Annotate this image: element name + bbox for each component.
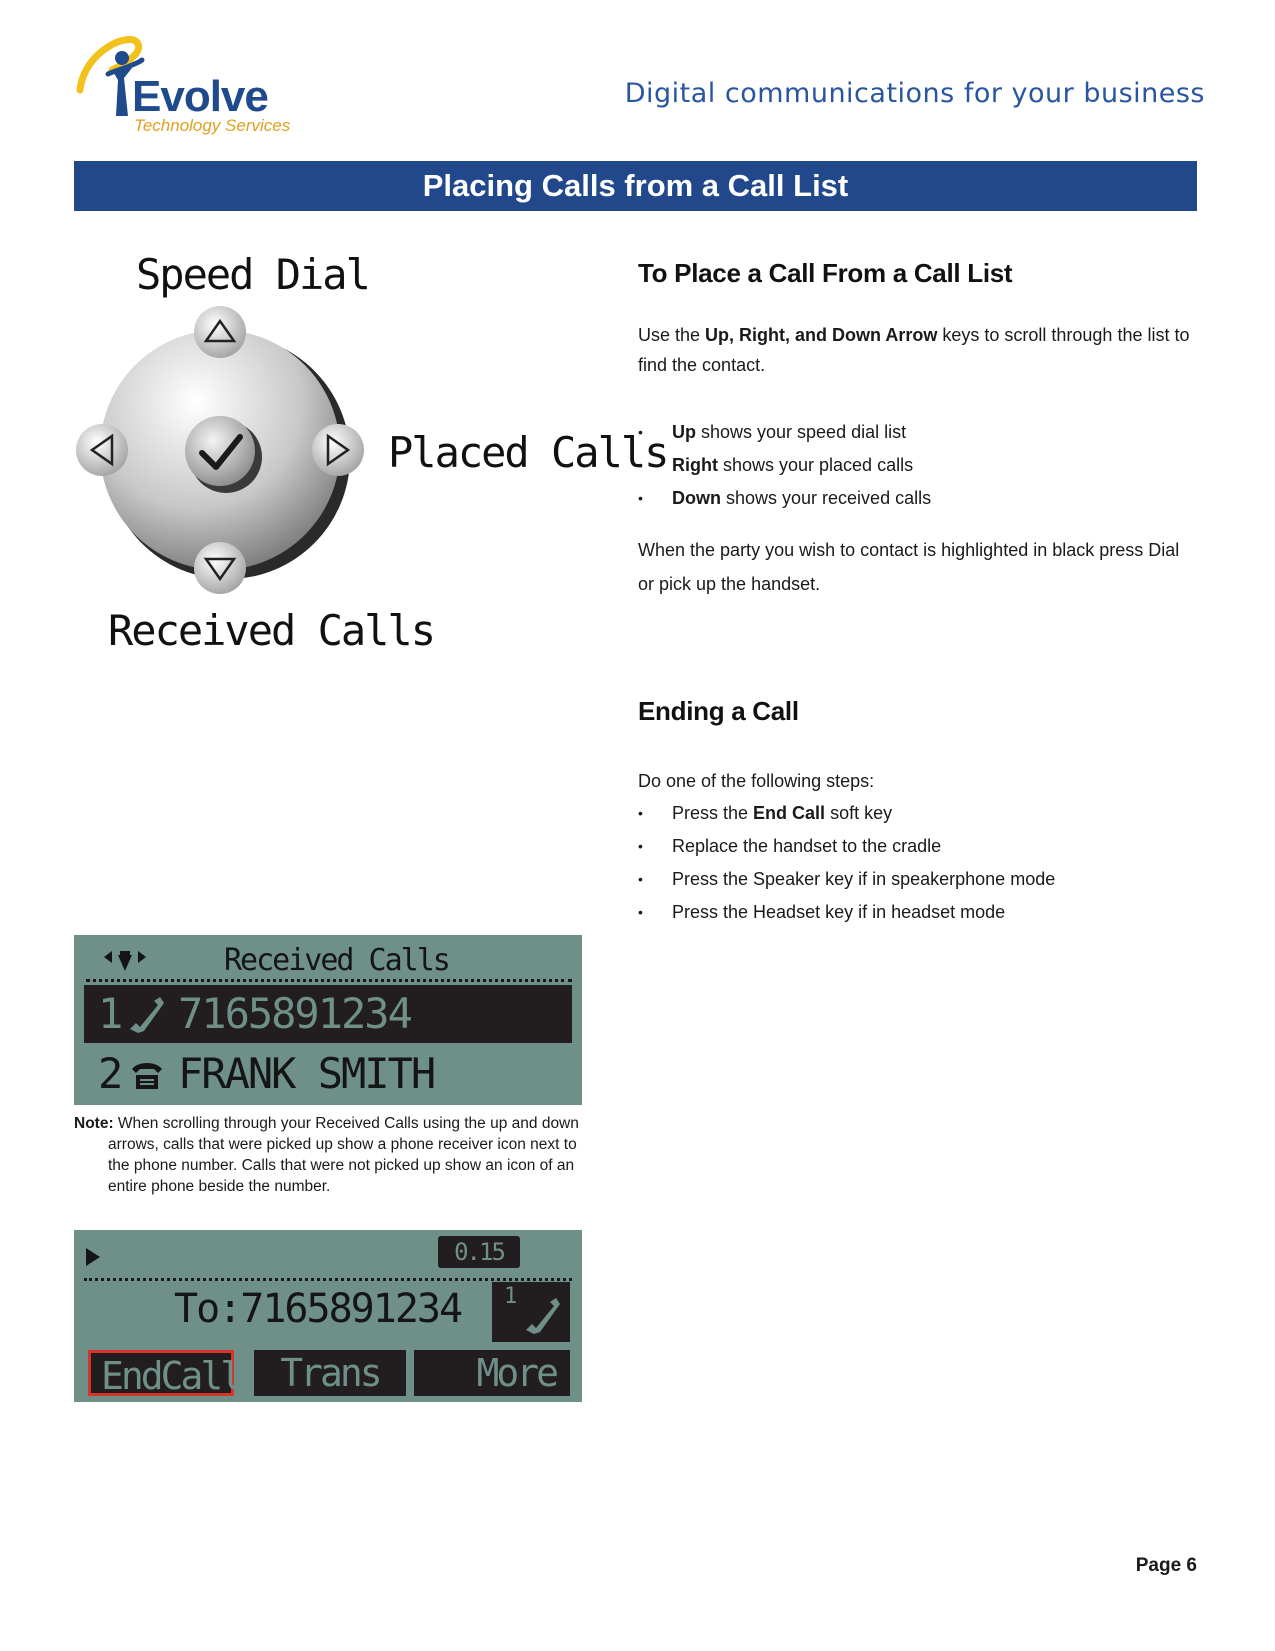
list-item: • Up shows your speed dial list [638,416,1198,449]
dialed-number: To:7165891234 [174,1286,462,1332]
row-index: 2 [98,1049,122,1098]
logo-subtitle: Technology Services [134,116,291,135]
speaker-icon [84,1246,102,1268]
place-call-closing: When the party you wish to contact is highlighted in black press Dial or pick up the handset. [638,540,1180,594]
endcall-softkey[interactable]: EndCall [88,1350,234,1396]
row-value: 7165891234 [178,989,411,1038]
ending-call-list [638,797,1198,929]
screen-title: Received Calls [224,943,449,978]
list-item: • Press the Headset key if in headset mode [638,896,1198,929]
trans-softkey[interactable]: Trans [254,1350,406,1396]
ending-call-intro: Do one of the following steps: [638,771,875,791]
place-call-intro: Use the Up, Right, and Down Arrow keys to scroll through the list to find the contact. [638,325,1190,375]
placed-calls-label: Placed Calls [388,428,668,477]
list-item: • Down shows your received calls [638,482,1198,515]
dotted-divider [86,979,572,982]
header-tagline: Digital communications for your business [624,78,1205,109]
call-row[interactable] [84,1045,572,1103]
navigation-pad [76,305,376,595]
received-calls-screen [74,935,582,1105]
speed-dial-label: Speed Dial [136,250,369,299]
received-calls-note: Note: When scrolling through your Received Calls using the up and down arrows, calls that were picked up show a phone receiver icon next to the phone number. Calls that were not picked up show an icon of an entire phone beside the number. [74,1115,579,1195]
more-softkey[interactable]: More [414,1350,570,1396]
row-index: 1 [98,989,122,1038]
down-arrow-icon[interactable] [194,542,246,594]
section-heading-ending-call: Ending a Call [638,696,799,726]
active-call-screen [74,1230,582,1402]
dotted-divider [84,1278,572,1281]
list-item: • Replace the handset to the cradle [638,830,1198,863]
call-row-highlighted[interactable] [84,985,572,1043]
row-value: FRANK SMITH [178,1049,435,1098]
nav-arrows-icon [102,947,148,975]
page-title-banner: Placing Calls from a Call List [74,161,1197,211]
logo-wordmark: Evolve [132,72,268,121]
arrow-key-list [638,416,1198,515]
list-item: • Right shows your placed calls [638,449,1198,482]
list-item: • Press the Speaker key if in speakerphone mode [638,863,1198,896]
page-number: Page 6 [1135,1555,1197,1576]
line-indicator: 1 [492,1282,570,1342]
received-calls-label: Received Calls [108,606,435,655]
call-timer: 0.15 [438,1236,520,1268]
up-arrow-icon[interactable] [194,306,246,358]
left-arrow-icon[interactable] [76,424,128,476]
phone-icon [130,1061,164,1091]
list-item: • Press the End Call soft key [638,797,1198,830]
handset-icon [124,995,166,1035]
handset-icon [522,1296,562,1336]
right-arrow-icon[interactable] [312,424,364,476]
section-heading-place-call: To Place a Call From a Call List [638,258,1013,288]
